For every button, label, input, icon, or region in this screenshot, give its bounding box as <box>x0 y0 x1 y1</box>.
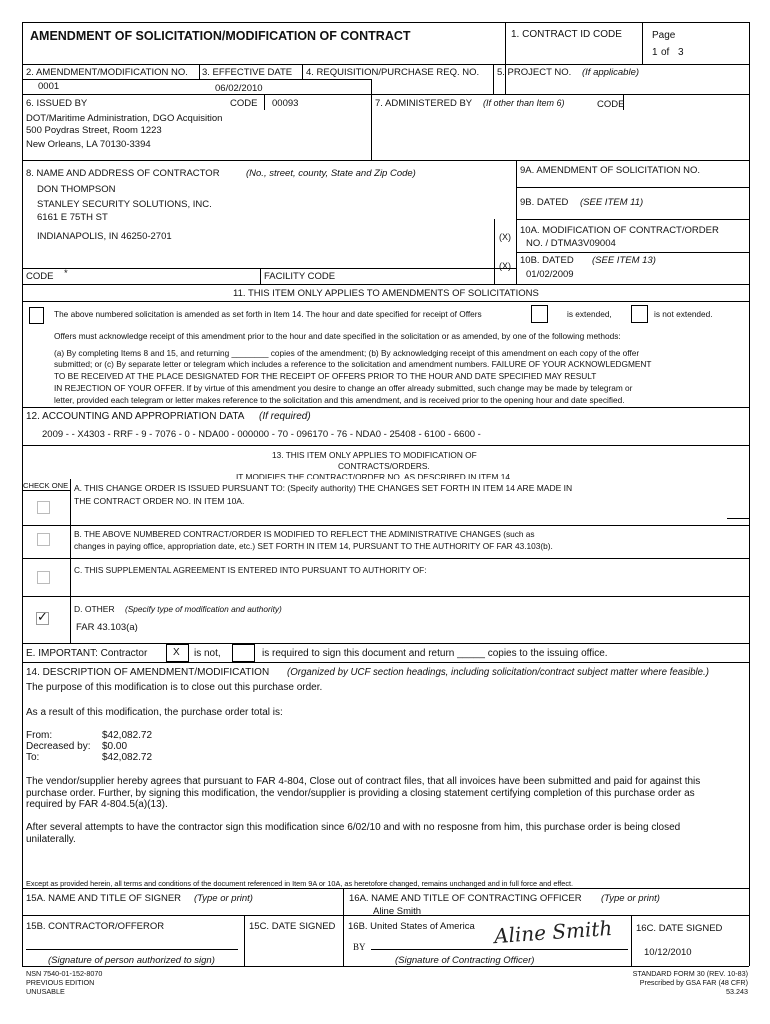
rule <box>302 64 303 79</box>
contractor-is-required-box[interactable] <box>232 644 255 662</box>
rule <box>22 525 749 526</box>
issued-code-value: 00093 <box>272 98 299 109</box>
item-13d-value: FAR 43.103(a) <box>76 622 138 633</box>
form-title: AMENDMENT OF SOLICITATION/MODIFICATION OF CONTRACT <box>30 29 411 43</box>
officer-name-label: 16A. NAME AND TITLE OF CONTRACTING OFFICER <box>349 893 582 904</box>
description-text: The vendor/supplier hereby agrees that pursuant to FAR 4-804, Close out of contract files, that all invoices have been submitted and paid for against this purchase order. Further, by signing this modification, the vendor/supplier is providing a closing statement certifying completion of this purchase order as required by FAR 4-804.5(a)(13). <box>26 776 701 811</box>
rule <box>631 915 632 966</box>
item-11-text: TO BE RECEIVED AT THE PLACE DESIGNATED FOR THE RECEIPT OF OFFERS PRIOR TO THE HOUR AND DATE SPECIFIED MAY RESULT <box>54 371 597 381</box>
issued-by-label: 6. ISSUED BY <box>26 98 88 109</box>
item-11-text: Offers must acknowledge receipt of this amendment prior to the hour and date specified in the solicitation or as amended, by one of the following methods: <box>54 331 621 341</box>
extended-checkbox[interactable] <box>531 305 548 323</box>
item-11-extended: is extended, <box>567 309 612 319</box>
x-mark: X <box>173 647 180 658</box>
rule <box>70 479 71 643</box>
item-11-text: (a) By completing Items 8 and 15, and returning ________ copies of the amendment; (b) By acknowledging receipt of this amendment on each copy of the offer <box>54 348 640 358</box>
rule <box>22 445 749 446</box>
description-text: The purpose of this modification is to close out this purchase order. <box>26 682 323 693</box>
item-14-note: (Organized by UCF section headings, including solicitation/contract subject matter where feasible.) <box>287 667 709 678</box>
rule <box>343 888 344 966</box>
rule <box>22 94 749 95</box>
item-9a-label: 9A. AMENDMENT OF SOLICITATION NO. <box>520 165 700 176</box>
item-13d-text: D. OTHER <box>74 604 115 614</box>
nsn-text: PREVIOUS EDITION <box>26 978 95 987</box>
rule <box>22 284 749 285</box>
item-10b-value: 01/02/2009 <box>526 269 574 280</box>
signature-line-right <box>371 949 628 950</box>
item-13b-text: changes in paying office, appropriation date, etc.) SET FORTH IN ITEM 14, PURSUANT TO THE AUTHORITY OF FAR 43.103(b). <box>74 541 553 551</box>
requisition-label: 4. REQUISITION/PURCHASE REQ. NO. <box>306 67 480 78</box>
item-11-text: IN REJECTION OF YOUR OFFER. If by virtue of this amendment you desire to change an offer already submitted, such change may be made by telegram or <box>54 383 633 393</box>
rule <box>22 888 749 889</box>
contractor-is-not-box[interactable] <box>166 644 189 662</box>
rule <box>22 596 749 597</box>
project-no-note: (If applicable) <box>582 67 640 78</box>
contractor-line: STANLEY SECURITY SOLUTIONS, INC. <box>37 199 212 210</box>
contractor-label: 8. NAME AND ADDRESS OF CONTRACTOR <box>26 168 220 179</box>
rule <box>260 268 261 284</box>
to-label: To: <box>26 752 40 763</box>
amendment-no-value: 0001 <box>38 81 60 92</box>
rule <box>749 22 750 966</box>
signer-name-label: 15A. NAME AND TITLE OF SIGNER <box>26 893 182 904</box>
page-label: Page <box>652 30 676 41</box>
x-mark-10a: (X) <box>499 232 511 242</box>
check-13a[interactable] <box>37 501 50 514</box>
is-not-label: is not, <box>194 648 221 659</box>
rule <box>516 252 749 253</box>
from-value: $42,082.72 <box>102 730 153 741</box>
form-id-text: 53.243 <box>726 987 748 996</box>
rule <box>516 219 749 220</box>
page-number: 1 <box>652 47 658 58</box>
item-9b-note: (SEE ITEM 11) <box>580 197 644 208</box>
item-11-not-extended: is not extended. <box>654 309 713 319</box>
rule <box>22 643 749 644</box>
item-10b-label: 10B. DATED <box>520 255 574 266</box>
effective-date-label: 3. EFFECTIVE DATE <box>202 67 293 78</box>
form-id-text: Prescribed by GSA FAR (48 CFR) <box>639 978 748 987</box>
contractor-line: 6161 E 75TH ST <box>37 212 108 223</box>
item-10b-note: (SEE ITEM 13) <box>592 255 656 266</box>
solicitation-checkbox[interactable] <box>29 307 44 324</box>
item-13-title: 13. THIS ITEM ONLY APPLIES TO MODIFICATION OF <box>272 450 477 460</box>
rule <box>22 268 516 269</box>
from-label: From: <box>26 730 53 741</box>
contractor-note: (No., street, county, State and Zip Code) <box>246 168 416 179</box>
rule <box>22 22 749 23</box>
by-label: BY <box>353 942 366 952</box>
signature-caption-left: (Signature of person authorized to sign) <box>48 955 215 966</box>
contractor-offeror-label: 15B. CONTRACTOR/OFFEROR <box>26 921 165 932</box>
issued-code-label: CODE <box>230 98 258 109</box>
decreased-label: Decreased by: <box>26 741 91 752</box>
rule <box>22 662 749 663</box>
to-value: $42,082.72 <box>102 752 153 763</box>
form-id-text: STANDARD FORM 30 (REV. 10-83) <box>632 969 748 978</box>
rule <box>516 160 517 284</box>
facility-code-label: FACILITY CODE <box>264 271 336 282</box>
rule <box>22 64 749 65</box>
is-required-label: is required to sign this document and return _____ copies to the issuing office. <box>262 648 608 659</box>
description-text: After several attempts to have the contractor sign this modification since 6/02/10 and with no resposne from him, this purchase order is being closed unilaterally. <box>26 822 681 845</box>
page-total: 3 <box>678 47 684 58</box>
checkmark-icon: ✓ <box>37 609 48 624</box>
signer-name-note: (Type or print) <box>194 893 253 904</box>
rule <box>22 407 749 408</box>
officer-signature: Aline Smith <box>493 915 613 949</box>
amendment-no-label: 2. AMENDMENT/MODIFICATION NO. <box>26 67 188 78</box>
rule <box>244 915 245 966</box>
contract-id-label: 1. CONTRACT ID CODE <box>511 29 622 40</box>
check-13b[interactable] <box>37 533 50 546</box>
project-no-label: 5. PROJECT NO. <box>497 67 572 78</box>
description-text: As a result of this modification, the purchase order total is: <box>26 707 283 718</box>
check-13c[interactable] <box>37 571 50 584</box>
item-11-text: letter, provided each telegram or letter makes reference to the solicitation and this amendment, and is received prior to the opening hour and date specified. <box>54 395 625 405</box>
rule <box>22 79 371 80</box>
administered-code-label: CODE <box>597 99 625 110</box>
effective-date-value: 06/02/2010 <box>215 83 263 94</box>
contractor-line: DON THOMPSON <box>37 184 116 195</box>
nsn-text: UNUSABLE <box>26 987 65 996</box>
item-13a-text: A. THIS CHANGE ORDER IS ISSUED PURSUANT TO: (Specify authority) THE CHANGES SET FORTH IN ITEM 14 ARE MADE IN <box>74 483 573 493</box>
item-12-note: (If required) <box>259 411 311 422</box>
date-signed-16c-label: 16C. DATE SIGNED <box>636 923 723 934</box>
item-11-text: The above numbered solicitation is amended as set forth in Item 14. The hour and date specified for receipt of Offers <box>54 309 482 319</box>
signature-line-left <box>26 949 238 950</box>
rule <box>494 219 495 284</box>
rule <box>22 966 749 967</box>
item-13-title: IT MODIFIES THE CONTRACT/ORDER NO. AS DESCRIBED IN ITEM 14. <box>236 472 513 479</box>
item-9b-label: 9B. DATED <box>520 197 569 208</box>
rule <box>199 64 200 79</box>
rule <box>516 187 749 188</box>
signature-caption-right: (Signature of Contracting Officer) <box>395 955 535 966</box>
date-signed-15c-label: 15C. DATE SIGNED <box>249 921 336 932</box>
item-14-label: 14. DESCRIPTION OF AMENDMENT/MODIFICATION <box>26 667 270 678</box>
rule <box>22 301 749 302</box>
rule <box>264 94 265 110</box>
rule <box>22 558 749 559</box>
officer-name-note: (Type or print) <box>601 893 660 904</box>
check-13d[interactable] <box>36 609 49 625</box>
item-13b-text: B. THE ABOVE NUMBERED CONTRACT/ORDER IS MODIFIED TO REFLECT THE ADMINISTRATIVE CHANGES (such as <box>74 529 535 539</box>
check-one-label: CHECK ONE <box>23 481 69 490</box>
accounting-data: 2009 - - X4303 - RRF - 9 - 7076 - 0 - NDA00 - 000000 - 70 - 096170 - 76 - NDA0 - 25408 - 6100 - 6600 - <box>42 429 481 440</box>
rule <box>727 518 749 519</box>
rule <box>22 160 749 161</box>
date-signed-value: 10/12/2010 <box>644 947 692 958</box>
rule <box>642 22 643 64</box>
rule <box>493 64 494 94</box>
issuer-line: DOT/Maritime Administration, DGO Acquisition <box>26 113 223 124</box>
important-label: E. IMPORTANT: Contractor <box>26 648 148 659</box>
administered-by-note: (If other than Item 6) <box>483 98 565 108</box>
not-extended-checkbox[interactable] <box>631 305 648 323</box>
officer-name-value: Aline Smith <box>373 906 422 917</box>
item-11-title: 11. THIS ITEM ONLY APPLIES TO AMENDMENTS OF SOLICITATIONS <box>233 288 539 299</box>
decreased-value: $0.00 <box>102 741 128 752</box>
contractor-line: INDIANAPOLIS, IN 46250-2701 <box>37 231 172 242</box>
rule <box>22 490 70 491</box>
rule <box>22 22 23 966</box>
item-11-text: submitted; or (c) By separate letter or telegram which includes a reference to the solicitation and amendment numbers. FAILURE OF YOUR ACKNOWLEDGMENT <box>54 359 652 369</box>
except-text: Except as provided herein, all terms and conditions of the document referenced in Item 9A or 10A, as heretofore changed, remains unchanged and in full force and effect. <box>26 879 574 888</box>
rule <box>505 22 506 94</box>
item-13c-text: C. THIS SUPPLEMENTAL AGREEMENT IS ENTERED INTO PURSUANT TO AUTHORITY OF: <box>74 565 427 575</box>
issuer-line: 500 Poydras Street, Room 1223 <box>26 125 162 136</box>
item-13a-text: THE CONTRACT ORDER NO. IN ITEM 10A. <box>74 496 245 506</box>
contractor-code-label: CODE <box>26 271 54 282</box>
page-of: of <box>661 47 670 58</box>
item-12-label: 12. ACCOUNTING AND APPROPRIATION DATA <box>26 411 245 422</box>
item-10a-value: NO. / DTMA3V09004 <box>526 238 616 249</box>
rule <box>371 79 372 160</box>
item-13-title: CONTRACTS/ORDERS. <box>338 461 430 471</box>
usa-label: 16B. United States of America <box>348 921 475 932</box>
nsn-text: NSN 7540-01-152-8070 <box>26 969 103 978</box>
administered-by-label: 7. ADMINISTERED BY <box>375 98 473 109</box>
item-10a-label: 10A. MODIFICATION OF CONTRACT/ORDER <box>520 225 719 236</box>
issuer-line: New Orleans, LA 70130-3394 <box>26 139 151 150</box>
x-mark-10b: (X) <box>499 261 511 271</box>
contractor-code-value: * <box>64 268 68 279</box>
item-13d-note: (Specify type of modification and authority) <box>125 604 282 614</box>
